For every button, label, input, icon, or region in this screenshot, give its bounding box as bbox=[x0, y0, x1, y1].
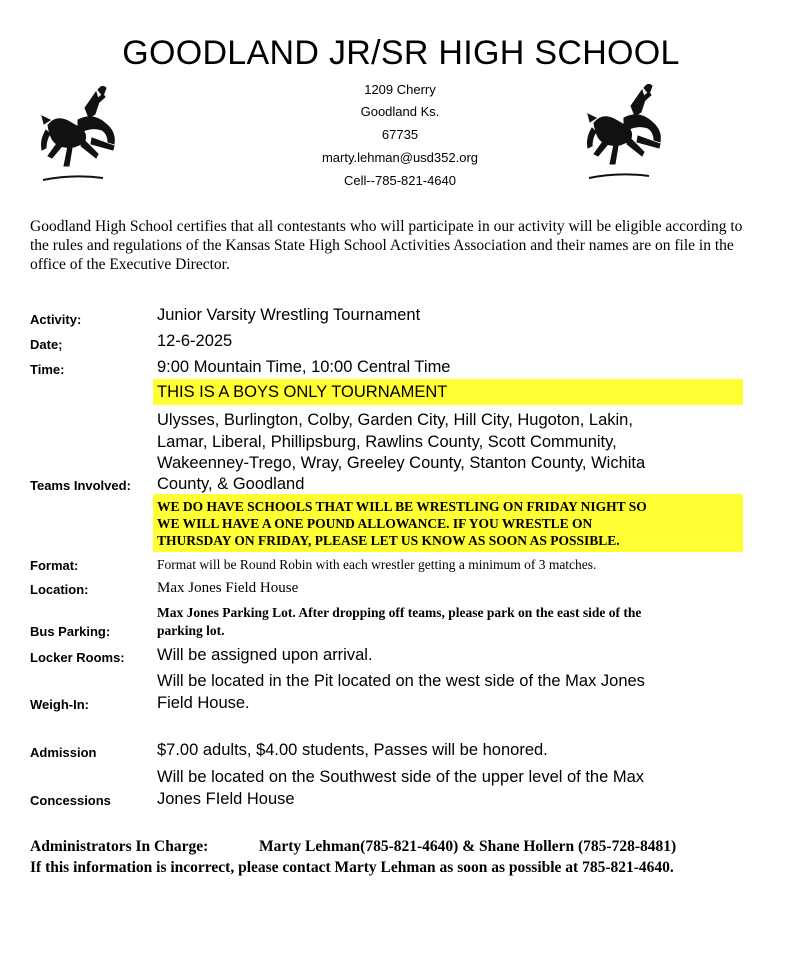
time-label: Time: bbox=[30, 362, 65, 377]
administrators-names: Marty Lehman(785-821-4640) & Shane Hollern (785-728-8481) bbox=[259, 838, 677, 855]
teams-line: Lamar, Liberal, Phillipsburg, Rawlins County, Scott Community, bbox=[157, 433, 617, 451]
locker-rooms-label: Locker Rooms: bbox=[30, 650, 125, 665]
concessions-line: Jones FIeld House bbox=[157, 790, 295, 808]
time-value: 9:00 Mountain Time, 10:00 Central Time bbox=[157, 358, 451, 376]
school-title: GOODLAND JR/SR HIGH SCHOOL bbox=[122, 34, 680, 72]
notice-line: WE DO HAVE SCHOOLS THAT WILL BE WRESTLING ON FRIDAY NIGHT SO bbox=[157, 499, 647, 514]
address-zip: 67735 bbox=[381, 127, 419, 142]
certification-text: Goodland High School certifies that all contestants who will participate in our activity will be eligible according to the rules and regulations of the Kansas State High School Activities Association and their names are on file in the office of the Executive Director. bbox=[30, 218, 743, 273]
concessions-label: Concessions bbox=[30, 793, 111, 808]
format-label: Format: bbox=[30, 558, 79, 573]
address-city: Goodland Ks. bbox=[360, 104, 440, 119]
address-street: 1209 Cherry bbox=[364, 82, 436, 97]
location-value: Max Jones Field House bbox=[157, 580, 299, 596]
date-value: 12-6-2025 bbox=[157, 332, 233, 350]
correction-note: If this information is incorrect, please contact Marty Lehman as soon as possible at 785-821-4640. bbox=[30, 859, 674, 876]
activity-value: Junior Varsity Wrestling Tournament bbox=[157, 306, 421, 324]
admission-label: Admission bbox=[30, 745, 97, 760]
teams-line: County, & Goodland bbox=[157, 475, 305, 493]
weigh-in-line: Will be located in the Pit located on the west side of the Max Jones bbox=[157, 672, 645, 690]
locker-rooms-value: Will be assigned upon arrival. bbox=[157, 646, 373, 664]
teams-line: Wakeenney-Trego, Wray, Greeley County, Stanton County, Wichita bbox=[157, 454, 646, 472]
bus-parking-line: Max Jones Parking Lot. After dropping off teams, please park on the east side of the bbox=[157, 605, 642, 620]
location-label: Location: bbox=[30, 582, 89, 597]
notice-line: WE WILL HAVE A ONE POUND ALLOWANCE. IF YOU WRESTLE ON bbox=[157, 516, 593, 531]
teams-label: Teams Involved: bbox=[30, 478, 131, 493]
notice-line: THURSDAY ON FRIDAY, PLEASE LET US KNOW AS SOON AS POSSIBLE. bbox=[157, 533, 620, 548]
activity-label: Activity: bbox=[30, 312, 82, 327]
weigh-in-line: Field House. bbox=[157, 694, 250, 712]
admission-value: $7.00 adults, $4.00 students, Passes will be honored. bbox=[157, 741, 548, 759]
date-label: Date; bbox=[30, 337, 63, 352]
bus-parking-label: Bus Parking: bbox=[30, 624, 111, 639]
contact-email: marty.lehman@usd352.org bbox=[321, 150, 479, 165]
bronc-rider-icon bbox=[584, 78, 674, 188]
boys-only-text: THIS IS A BOYS ONLY TOURNAMENT bbox=[157, 383, 448, 401]
format-value: Format will be Round Robin with each wrestler getting a minimum of 3 matches. bbox=[157, 557, 597, 572]
weigh-in-label: Weigh-In: bbox=[30, 697, 89, 712]
teams-line: Ulysses, Burlington, Colby, Garden City, Hill City, Hugoton, Lakin, bbox=[157, 411, 633, 429]
bus-parking-line: parking lot. bbox=[157, 623, 225, 638]
concessions-line: Will be located on the Southwest side of the upper level of the Max bbox=[157, 768, 645, 786]
administrators-label: Administrators In Charge: bbox=[30, 838, 209, 855]
contact-phone: Cell--785-821-4640 bbox=[343, 173, 456, 188]
bronc-rider-icon bbox=[38, 80, 128, 190]
